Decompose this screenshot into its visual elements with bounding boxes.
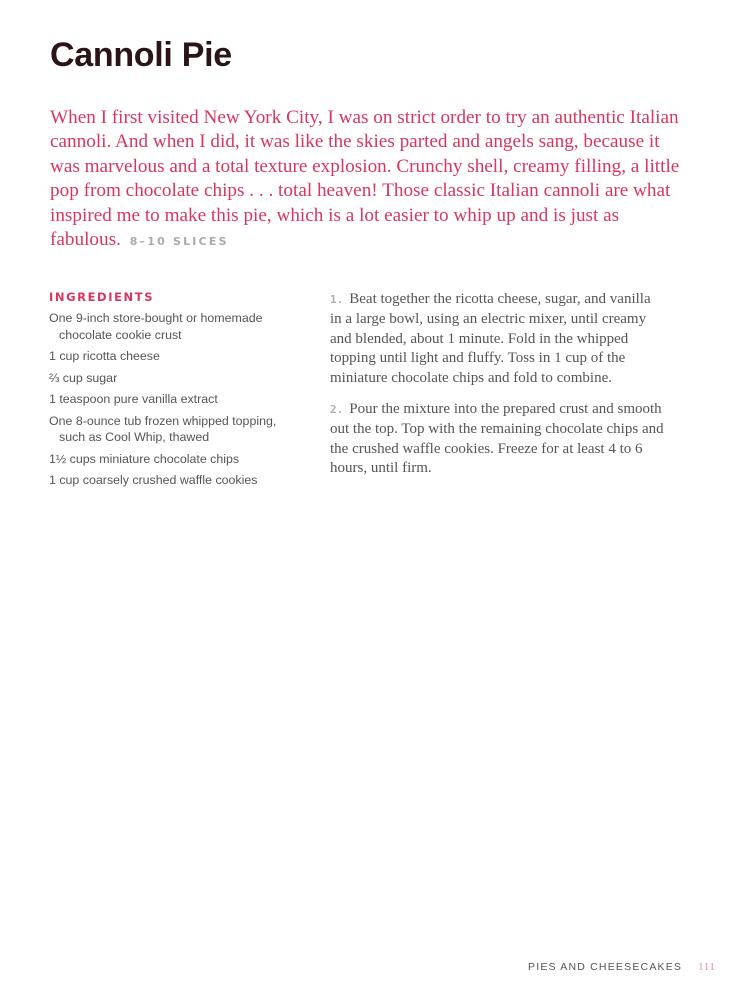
- ingredients-list: [49, 310, 304, 489]
- ingredient-item: 1 teaspoon pure vanilla extract: [49, 392, 218, 406]
- recipe-intro: [50, 106, 690, 254]
- step-text: Beat together the ricotta cheese, sugar, and vanilla in a large bowl, using an electric mixer, until creamy and blended, about 1 minute. Fold in the whipped topping until light and fluffy. Toss in 1 cup of the miniature chocolate chips and fold to combine.: [330, 291, 651, 387]
- ingredient-item: One 8-ounce tub frozen whipped topping, such as Cool Whip, thawed: [49, 413, 277, 444]
- instructions-section: [330, 290, 665, 490]
- ingredient-item: 1½ cups miniature chocolate chips: [49, 451, 240, 466]
- step-text: Pour the mixture into the prepared crust and smooth out the top. Top with the remaining chocolate chips and the crushed waffle cookies. Freeze for at least 4 to 6 hours, until firm.: [330, 400, 664, 477]
- ingredient-item: ⅔ cup sugar: [49, 370, 118, 385]
- ingredient-item: 1 cup coarsely crushed waffle cookies: [49, 473, 258, 487]
- step-number: 1.: [330, 293, 344, 306]
- instruction-step: [330, 400, 665, 479]
- ingredient-item: 1 cup ricotta cheese: [49, 349, 160, 363]
- page-number: 111: [698, 961, 716, 973]
- ingredient-item: One 9-inch store-bought or homemade chocolate cookie crust: [49, 311, 263, 342]
- page-footer: [528, 961, 715, 973]
- yield-label: 8–10 SLICES: [129, 235, 229, 249]
- section-name: PIES AND CHEESECAKES: [528, 961, 683, 973]
- intro-text: When I first visited New York City, I was on strict order to try an authentic Italian cannoli. And when I did, it was like the skies parted and angels sang, because it was marvelous and a total texture explosion. Crunchy shell, creamy filling, a little pop from chocolate chips . . . total heaven! Those classic Italian cannoli are what inspired me to make this pie, which is a lot easier to whip up and is just as fabulous.: [50, 107, 680, 251]
- recipe-title: Cannoli Pie: [50, 36, 232, 74]
- step-number: 2.: [330, 402, 344, 416]
- ingredients-heading: INGREDIENTS: [49, 290, 155, 304]
- ingredients-section: [49, 290, 304, 494]
- instruction-step: [330, 290, 665, 389]
